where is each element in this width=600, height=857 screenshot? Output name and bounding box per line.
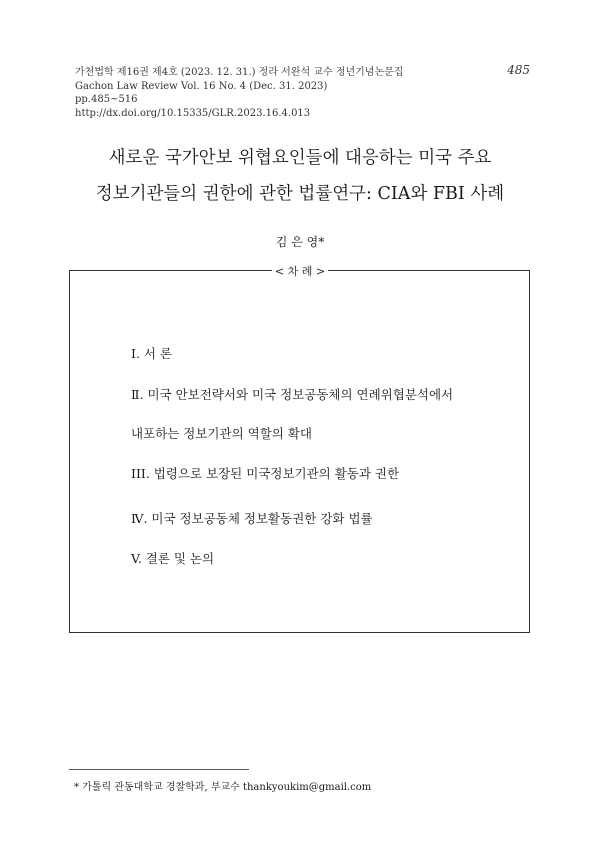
title-line-2: 정보기관들의 권한에 관한 법률연구: CIA와 FBI 사례: [95, 184, 505, 204]
page-number: 485: [507, 63, 530, 77]
title-line-1: 새로운 국가안보 위협요인들에 대응하는 미국 주요: [108, 148, 492, 168]
toc-item: V. 결론 및 논의: [131, 551, 215, 566]
doi-link[interactable]: http://dx.doi.org/10.15335/GLR.2023.16.4.013: [75, 107, 311, 119]
footnote: * 가톨릭 관동대학교 경찰학과, 부교수 thankyoukim@gmail.com: [74, 782, 372, 793]
journal-korean: 가천법학 제16권 제4호 (2023. 12. 31.) 정라 서완석 교수 정년기념논문집: [75, 67, 404, 78]
journal-header: [75, 66, 403, 120]
toc-item: III. 법령으로 보장된 미국정보기관의 활동과 권한: [131, 466, 400, 481]
table-of-contents-box: [69, 270, 530, 633]
footnote-divider: [69, 769, 249, 770]
page-range: pp.485~516: [75, 94, 138, 105]
toc-label-text: < 차 례 >: [272, 265, 328, 278]
toc-item: Ⅰ. 서 론: [131, 346, 173, 361]
toc-item: Ⅳ. 미국 정보공동체 정보활동권한 강화 법률: [131, 511, 373, 526]
toc-item: Ⅱ. 미국 안보전략서와 미국 정보공동체의 연례위협분석에서: [131, 387, 454, 402]
toc-label: [0, 263, 600, 279]
author: 김 은 영*: [275, 235, 325, 249]
journal-english: Gachon Law Review Vol. 16 No. 4 (Dec. 31. 2023): [75, 80, 328, 92]
toc-item: 내포하는 정보기관의 역할의 확대: [131, 426, 312, 441]
